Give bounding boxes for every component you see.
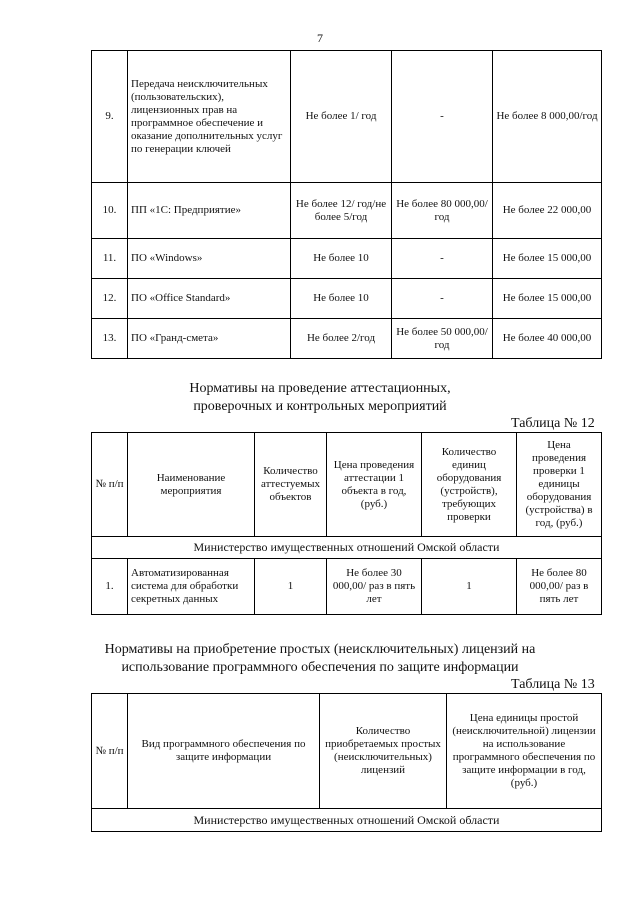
row-number: 11. (92, 239, 128, 279)
row-name: ПО «Windows» (128, 239, 291, 279)
row-name: ПО «Office Standard» (128, 279, 291, 319)
table-header-row (92, 433, 602, 537)
row-quantity: Не более 1/ год (291, 51, 392, 183)
header-price-attest: Цена проведения аттестации 1 объекта в год, (руб.) (327, 433, 422, 537)
row-price-attest: Не более 30 000,00/ раз в пять лет (327, 559, 422, 615)
row-name: ПО «Гранд-смета» (128, 319, 291, 359)
table-12 (91, 432, 602, 615)
ministry-row (92, 809, 602, 832)
row-units: 1 (422, 559, 517, 615)
row-price-1: Не более 50 000,00/ год (392, 319, 493, 359)
row-price-2: Не более 40 000,00 (493, 319, 602, 359)
header-objects: Количество аттестуемых объектов (255, 433, 327, 537)
ministry-row (92, 537, 602, 559)
section-12-heading-line-1: Нормативы на проведение аттестационных, (189, 381, 451, 396)
section-13-heading-line-1: Нормативы на приобретение простых (неисключительных) лицензий на (104, 642, 536, 657)
row-name: Передача неисключительных (пользовательских), лицензионных прав на программное обеспечение и оказание дополнительных услуг по генерации ключей (128, 51, 291, 183)
ministry-name: Министерство имущественных отношений Омской области (92, 809, 602, 832)
row-price-1: - (392, 279, 493, 319)
table-11 (91, 50, 602, 359)
table-row (92, 183, 602, 239)
row-price-1: - (392, 239, 493, 279)
table-13 (91, 693, 602, 832)
row-objects: 1 (255, 559, 327, 615)
header-quantity: Количество приобретаемых простых (неисключительных) лицензий (320, 694, 447, 809)
row-number: 12. (92, 279, 128, 319)
row-number: 13. (92, 319, 128, 359)
row-price-2: Не более 22 000,00 (493, 183, 602, 239)
table-row (92, 319, 602, 359)
row-price-1: - (392, 51, 493, 183)
row-name: Автоматизированная система для обработки секретных данных (128, 559, 255, 615)
header-price: Цена единицы простой (неисключительной) лицензии на использование программного обеспечения по защите информации в год, (руб.) (447, 694, 602, 809)
row-name: ПП «1С: Предприятие» (128, 183, 291, 239)
row-number: 9. (92, 51, 128, 183)
header-number: № п/п (92, 433, 128, 537)
row-price-1: Не более 80 000,00/ год (392, 183, 493, 239)
table-row (92, 51, 602, 183)
header-software: Вид программного обеспечения по защите информации (128, 694, 320, 809)
header-price-check: Цена проведения проверки 1 единицы оборудования (устройства) в год, (руб.) (517, 433, 602, 537)
table-13-label: Таблица № 13 (511, 677, 595, 692)
header-number: № п/п (92, 694, 128, 809)
row-price-2: Не более 15 000,00 (493, 279, 602, 319)
row-quantity: Не более 12/ год/не более 5/год (291, 183, 392, 239)
section-12-heading-line-2: проверочных и контрольных мероприятий (193, 399, 447, 414)
table-row (92, 559, 602, 615)
table-row (92, 279, 602, 319)
row-quantity: Не более 10 (291, 239, 392, 279)
row-price-2: Не более 15 000,00 (493, 239, 602, 279)
page-number: 7 (317, 31, 323, 45)
row-price-check: Не более 80 000,00/ раз в пять лет (517, 559, 602, 615)
row-number: 10. (92, 183, 128, 239)
row-quantity: Не более 2/год (291, 319, 392, 359)
header-units: Количество единиц оборудования (устройств), требующих проверки (422, 433, 517, 537)
row-number: 1. (92, 559, 128, 615)
ministry-name: Министерство имущественных отношений Омской области (92, 537, 602, 559)
table-header-row (92, 694, 602, 809)
row-price-2: Не более 8 000,00/год (493, 51, 602, 183)
header-name: Наименование мероприятия (128, 433, 255, 537)
table-12-label: Таблица № 12 (511, 416, 595, 431)
table-row (92, 239, 602, 279)
row-quantity: Не более 10 (291, 279, 392, 319)
section-13-heading-line-2: использование программного обеспечения по защите информации (121, 660, 519, 675)
